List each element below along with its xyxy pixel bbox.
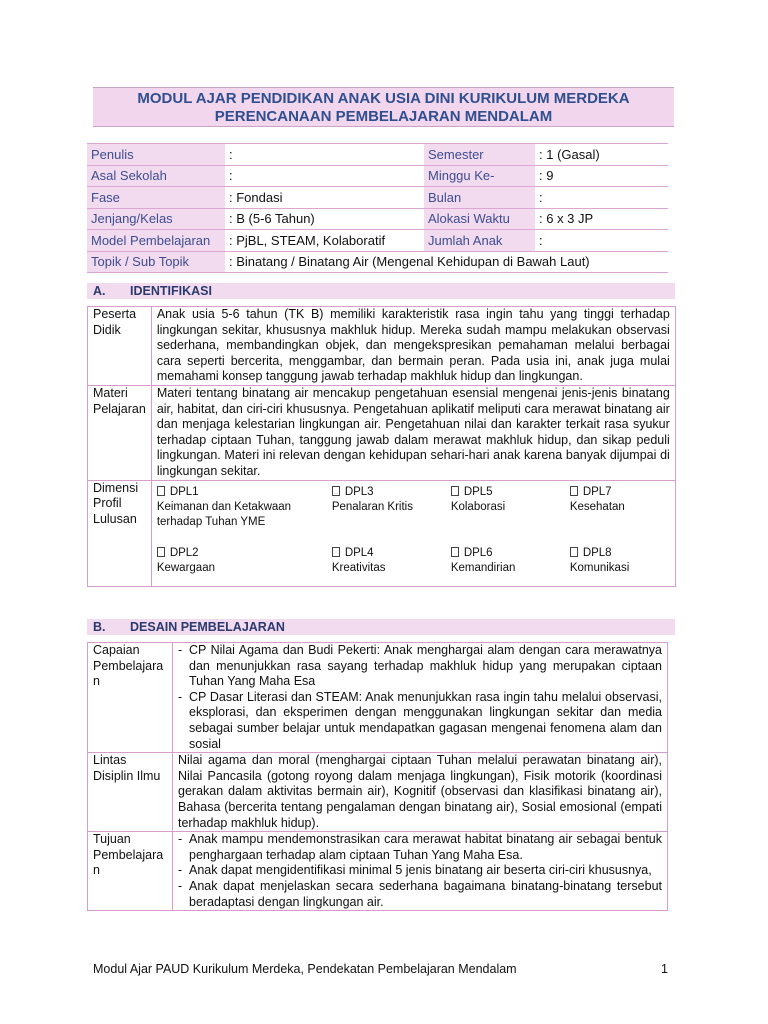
table-row: [88, 307, 676, 386]
checkbox-icon[interactable]: [332, 486, 340, 496]
dpl-item[interactable]: DPL3 Penalaran Kritis: [331, 485, 413, 513]
info-label: Model Pembelajaran: [87, 230, 225, 252]
list-item: - CP Dasar Literasi dan STEAM: Anak menunjukkan rasa ingin tahu melalui observasi, eksplorasi, dan eksperimen dengan menggunakan lingkungan sekitar dan media sebagai sumber belajar untuk mendapatkan gagasan mengenai fenomena alam dan sosial: [178, 690, 662, 752]
checkbox-icon[interactable]: [332, 547, 340, 557]
info-value: :: [225, 165, 424, 187]
info-value: :: [535, 230, 668, 252]
page-footer: [93, 962, 668, 976]
section-name: IDENTIFIKASI: [130, 284, 212, 298]
info-label: Penulis: [87, 144, 225, 166]
table-row: [88, 832, 668, 911]
row-text: Materi tentang binatang air mencakup pengetahuan esensial mengenai jenis-jenis binatang air, habitat, dan ciri-ciri khususnya. Pengetahuan aplikatif meliputi cara merawat binatang air dan menjaga kelestarian lingkungan air. Pengetahuan nilai dan karakter terkait rasa syukur terhadap ciptaan Tuhan, tanggung jawab dalam merawat makhluk hidup, dan sikap peduli lingkungan. Materi ini relevan dengan kehidupan sehari-hari anak karena banyak dijumpai di lingkungan sekitar.: [151, 385, 675, 480]
dpl-item[interactable]: DPL1 Keimanan dan Ketakwaan terhadap Tuhan YME: [156, 485, 292, 528]
dpl-grid: [157, 481, 670, 586]
checkbox-icon[interactable]: [570, 547, 578, 557]
info-value: : 9: [535, 165, 668, 187]
table-row: [88, 643, 668, 753]
list-item: - Anak mampu mendemonstrasikan cara merawat habitat binatang air sebagai bentuk penghargaan terhadap alam ciptaan Tuhan Yang Maha Esa.: [178, 832, 662, 863]
dpl-cell: [151, 480, 675, 586]
info-row: [87, 187, 668, 209]
info-label: Semester: [424, 144, 535, 166]
info-label: Bulan: [424, 187, 535, 209]
dpl-item[interactable]: DPL7 Kesehatan: [569, 485, 625, 513]
info-value: :: [225, 144, 424, 166]
row-label: Dimensi Profil Lulusan: [88, 480, 152, 586]
dpl-name: Kewargaan: [156, 561, 215, 574]
row-label: Materi Pelajaran: [88, 385, 152, 480]
info-label: Minggu Ke-: [424, 165, 535, 187]
info-value: :: [535, 187, 668, 209]
row-text: Nilai agama dan moral (menghargai ciptaan Tuhan melalui perawatan binatang air), Nilai Pancasila (gotong royong dalam menjaga lingkungan), Fisik motorik (koordinasi gerakan dalam aktivitas bermain air), Kognitif (observasi dan klasifikasi binatang air), Bahasa (bercerita tentang pengalaman dengan binatang air), Sosial emosional (empati terhadap makhluk hidup).: [173, 753, 668, 832]
info-label: Jenjang/Kelas: [87, 208, 225, 230]
dpl-name: Keimanan dan Ketakwaan terhadap Tuhan YME: [156, 500, 292, 528]
dpl-name: Kolaborasi: [450, 500, 506, 513]
dpl-item[interactable]: DPL6 Kemandirian: [450, 546, 516, 574]
dpl-item[interactable]: DPL8 Komunikasi: [569, 546, 630, 574]
row-text: Anak usia 5-6 tahun (TK B) memiliki karakteristik rasa ingin tahu yang tinggi terhadap lingkungan sekitar, khususnya makhluk hidup. Mereka sudah mampu melakukan observasi sederhana, membandingkan objek, dan mengekspresikan pemahaman melalui berbagai cara seperti bercerita, menggambar, dan bermain peran. Pada usia ini, anak juga mulai memahami konsep tanggung jawab terhadap makhluk hidup dan lingkungan.: [151, 307, 675, 386]
row-label: Peserta Didik: [88, 307, 152, 386]
row-label: Tujuan Pembelajara n: [88, 832, 173, 911]
section-letter: A.: [93, 284, 106, 298]
dpl-name: Kemandirian: [450, 561, 516, 574]
info-row: [87, 165, 668, 187]
list-item: - CP Nilai Agama dan Budi Pekerti: Anak menghargai alam dengan cara merawatnya dan menunjukkan rasa sayang terhadap makhluk hidup yang merupakan ciptaan Tuhan Yang Maha Esa: [178, 643, 662, 690]
list-item: - Anak dapat menjelaskan secara sederhana bagaimana binatang-binatang tersebut beradaptasi dengan lingkungan air.: [178, 879, 662, 910]
title-line-2: PERENCANAAN PEMBELAJARAN MENDALAM: [214, 108, 553, 125]
dpl-item[interactable]: DPL4 Kreativitas: [331, 546, 386, 574]
info-value: : Binatang / Binatang Air (Mengenal Kehidupan di Bawah Laut): [225, 251, 668, 273]
info-label: Fase: [87, 187, 225, 209]
table-row: [88, 480, 676, 586]
info-row: [87, 251, 668, 273]
dpl-item[interactable]: DPL2 Kewargaan: [156, 546, 215, 574]
tujuan-list: [178, 832, 662, 910]
title-line-1: MODUL AJAR PENDIDIKAN ANAK USIA DINI KURIKULUM MERDEKA: [137, 90, 630, 107]
info-label: Topik / Sub Topik: [87, 251, 225, 273]
checkbox-icon[interactable]: [570, 486, 578, 496]
dpl-name: Kesehatan: [569, 500, 625, 513]
info-value: : PjBL, STEAM, Kolaboratif: [225, 230, 424, 252]
table-row: [88, 385, 676, 480]
info-value: : 1 (Gasal): [535, 144, 668, 166]
info-label: Jumlah Anak: [424, 230, 535, 252]
desain-table: [87, 642, 668, 911]
section-letter: B.: [93, 620, 106, 634]
page-number: 1: [661, 962, 668, 976]
info-table: [87, 143, 668, 273]
info-label: Asal Sekolah: [87, 165, 225, 187]
info-row: [87, 230, 668, 252]
dpl-name: Komunikasi: [569, 561, 630, 574]
section-name: DESAIN PEMBELAJARAN: [130, 620, 285, 634]
document-title: [93, 87, 674, 127]
identifikasi-table: [87, 306, 676, 587]
info-label: Alokasi Waktu: [424, 208, 535, 230]
checkbox-icon[interactable]: [157, 547, 165, 557]
info-value: : B (5-6 Tahun): [225, 208, 424, 230]
section-b-heading: [87, 619, 675, 635]
table-row: [88, 753, 668, 832]
list-item: - Anak dapat mengidentifikasi minimal 5 jenis binatang air beserta ciri-ciri khususnya,: [178, 863, 662, 879]
row-text: [173, 832, 668, 911]
dpl-item[interactable]: DPL5 Kolaborasi: [450, 485, 506, 513]
dpl-name: Kreativitas: [331, 561, 386, 574]
checkbox-icon[interactable]: [451, 486, 459, 496]
info-row: [87, 144, 668, 166]
section-a-heading: [87, 283, 675, 299]
row-label: Capaian Pembelajara n: [88, 643, 173, 753]
checkbox-icon[interactable]: [157, 486, 165, 496]
info-row: [87, 208, 668, 230]
footer-text: Modul Ajar PAUD Kurikulum Merdeka, Pendekatan Pembelajaran Mendalam: [93, 962, 517, 976]
dpl-name: Penalaran Kritis: [331, 500, 413, 513]
info-value: : 6 x 3 JP: [535, 208, 668, 230]
checkbox-icon[interactable]: [451, 547, 459, 557]
row-text: [173, 643, 668, 753]
row-label: Lintas Disiplin Ilmu: [88, 753, 173, 832]
capaian-list: [178, 643, 662, 752]
info-value: : Fondasi: [225, 187, 424, 209]
